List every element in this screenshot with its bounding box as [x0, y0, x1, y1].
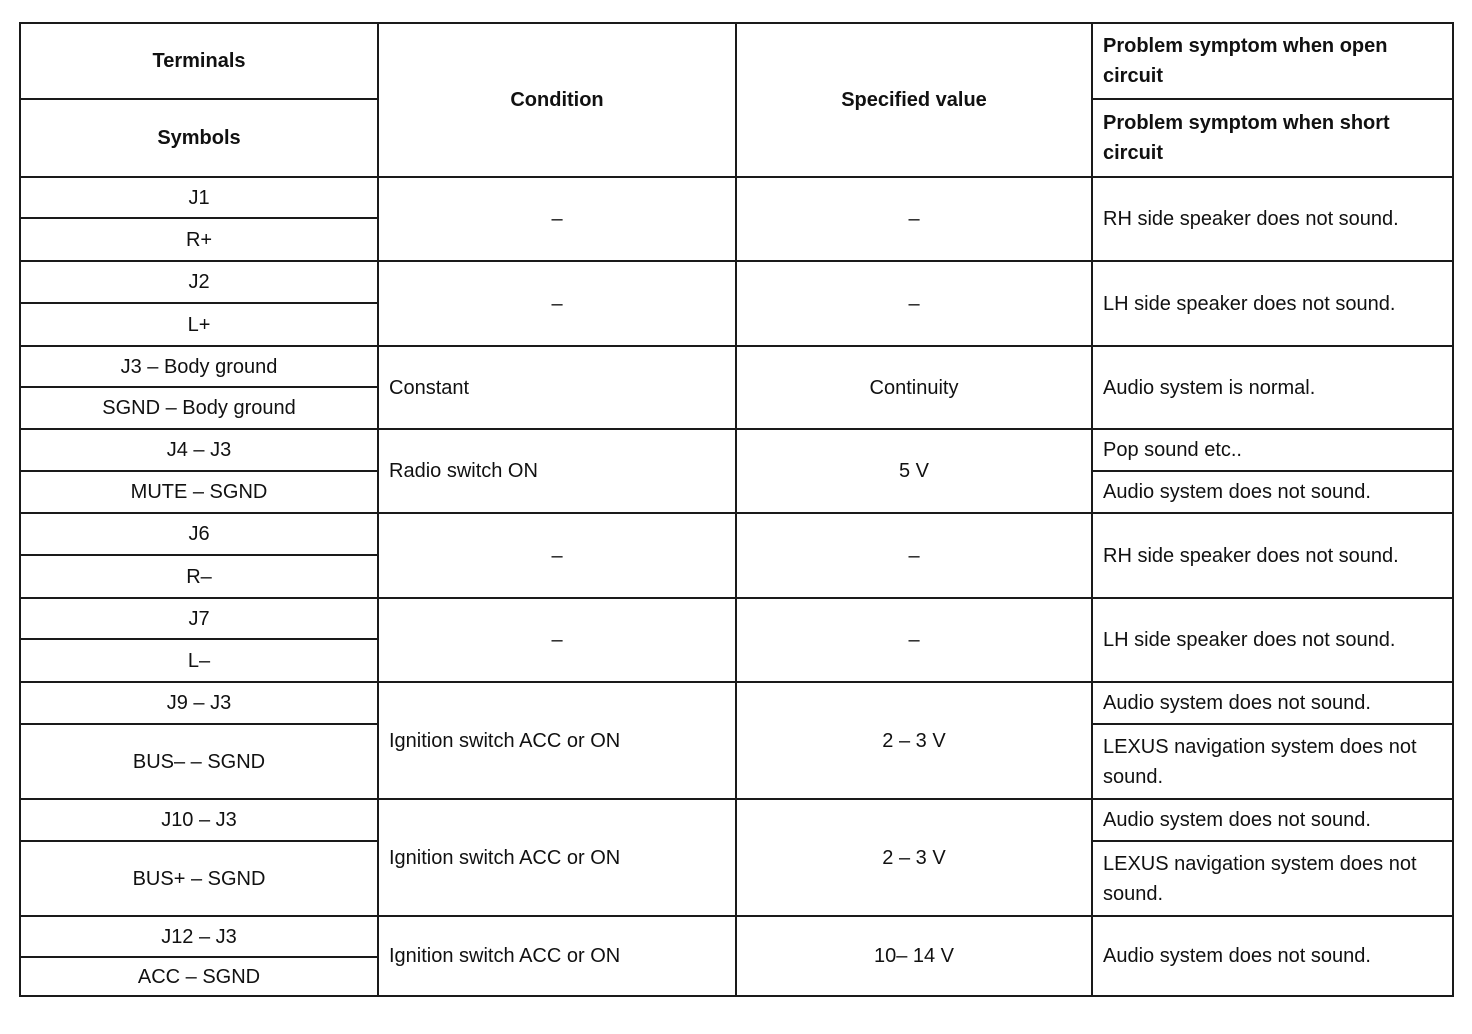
header-symbols: Symbols: [20, 99, 378, 177]
symptom-cell: LH side speaker does not sound.: [1092, 261, 1453, 346]
symbol-cell: SGND – Body ground: [20, 387, 378, 429]
symptom-short-cell: LEXUS navigation system does not sound.: [1092, 841, 1453, 916]
terminal-cell: J10 – J3: [20, 799, 378, 841]
symbol-cell: MUTE – SGND: [20, 471, 378, 513]
table-row: [20, 429, 1453, 471]
condition-cell: Constant: [378, 346, 736, 429]
table-row: [20, 598, 1453, 639]
table-row: [20, 177, 1453, 218]
symbol-cell: L–: [20, 639, 378, 682]
value-cell: –: [736, 513, 1092, 598]
terminal-cell: J3 – Body ground: [20, 346, 378, 387]
header-row: [20, 23, 1453, 99]
value-cell: Continuity: [736, 346, 1092, 429]
condition-cell: Ignition switch ACC or ON: [378, 916, 736, 996]
terminal-cell: J1: [20, 177, 378, 218]
symptom-short-cell: LEXUS navigation system does not sound.: [1092, 724, 1453, 799]
symptom-cell: RH side speaker does not sound.: [1092, 513, 1453, 598]
value-cell: –: [736, 261, 1092, 346]
terminal-cell: J12 – J3: [20, 916, 378, 957]
table-row: [20, 682, 1453, 724]
condition-cell: –: [378, 513, 736, 598]
symbol-cell: L+: [20, 303, 378, 346]
symbol-cell: ACC – SGND: [20, 957, 378, 996]
terminal-cell: J2: [20, 261, 378, 303]
symptom-cell: Audio system is normal.: [1092, 346, 1453, 429]
symptom-open-cell: Audio system does not sound.: [1092, 799, 1453, 841]
value-cell: –: [736, 177, 1092, 261]
header-terminals: Terminals: [20, 23, 378, 99]
symbol-cell: BUS+ – SGND: [20, 841, 378, 916]
symptom-cell: RH side speaker does not sound.: [1092, 177, 1453, 261]
value-cell: 2 – 3 V: [736, 799, 1092, 916]
terminal-cell: J7: [20, 598, 378, 639]
table-row: [20, 261, 1453, 303]
table-row: [20, 799, 1453, 841]
table-row: [20, 346, 1453, 387]
condition-cell: Ignition switch ACC or ON: [378, 799, 736, 916]
symptom-cell: Audio system does not sound.: [1092, 916, 1453, 996]
terminal-cell: J4 – J3: [20, 429, 378, 471]
terminal-cell: J9 – J3: [20, 682, 378, 724]
terminal-cell: J6: [20, 513, 378, 555]
symptom-short-cell: Audio system does not sound.: [1092, 471, 1453, 513]
terminal-spec-table: [19, 22, 1454, 997]
header-open-circuit: Problem symptom when open circuit: [1092, 23, 1453, 99]
symptom-cell: LH side speaker does not sound.: [1092, 598, 1453, 682]
value-cell: 5 V: [736, 429, 1092, 513]
symptom-open-cell: Pop sound etc..: [1092, 429, 1453, 471]
header-specified-value: Specified value: [736, 23, 1092, 177]
condition-cell: –: [378, 598, 736, 682]
value-cell: 10– 14 V: [736, 916, 1092, 996]
symptom-open-cell: Audio system does not sound.: [1092, 682, 1453, 724]
value-cell: 2 – 3 V: [736, 682, 1092, 799]
table-row: [20, 513, 1453, 555]
condition-cell: Ignition switch ACC or ON: [378, 682, 736, 799]
condition-cell: –: [378, 177, 736, 261]
value-cell: –: [736, 598, 1092, 682]
header-condition: Condition: [378, 23, 736, 177]
symbol-cell: R+: [20, 218, 378, 261]
table-row: [20, 916, 1453, 957]
condition-cell: Radio switch ON: [378, 429, 736, 513]
symbol-cell: BUS– – SGND: [20, 724, 378, 799]
header-short-circuit: Problem symptom when short circuit: [1092, 99, 1453, 177]
symbol-cell: R–: [20, 555, 378, 598]
condition-cell: –: [378, 261, 736, 346]
